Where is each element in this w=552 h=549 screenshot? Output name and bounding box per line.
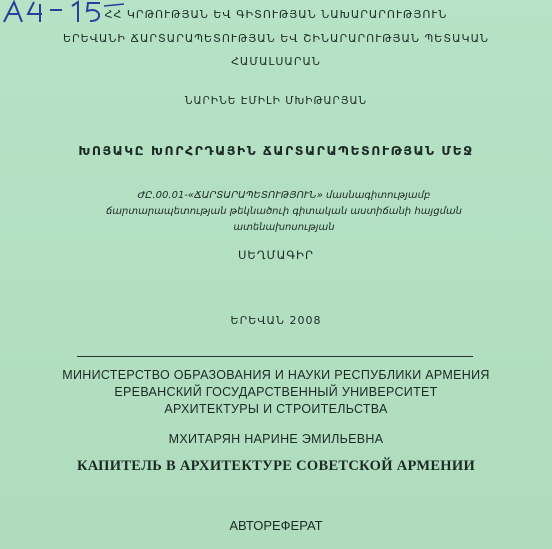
ru-author: МХИТАРЯН НАРИНЕ ЭМИЛЬЕВНА bbox=[168, 432, 384, 446]
section-divider bbox=[77, 356, 473, 357]
arm-spec-line3: ատենախոսության bbox=[233, 222, 335, 233]
arm-city-year: ԵՐԵՎԱՆ 2008 bbox=[230, 314, 322, 327]
ru-ministry-line3: АРХИТЕКТУРЫ И СТРОИТЕЛЬСТВА bbox=[164, 402, 388, 416]
ru-abstract: АВТОРЕФЕРАТ bbox=[229, 518, 323, 533]
arm-spec-line1: ԺԸ.00.01-«ՃԱՐՏԱՐԱՊԵՏՈՒԹՅՈՒՆ» մասնագիտությամբ bbox=[137, 190, 431, 201]
ru-ministry-line1: МИНИСТЕРСТВО ОБРАЗОВАНИЯ И НАУКИ РЕСПУБЛИКИ АРМЕНИЯ bbox=[62, 368, 490, 382]
arm-spec-line2: ճարտարապետության թեկնածուի գիտական աստիճանի հայցման bbox=[105, 206, 463, 217]
arm-title: ԽՈՅԱԿԸ ԽՈՐՀՐԴԱՅԻՆ ՃԱՐՏԱՐԱՊԵՏՈՒԹՅԱՆ ՄԵՋ bbox=[78, 143, 474, 158]
ru-title: КАПИТЕЛЬ В АРХИТЕКТУРЕ СОВЕТСКОЙ АРМЕНИИ bbox=[76, 458, 476, 474]
ru-ministry-line2: ЕРЕВАНСКИЙ ГОСУДАРСТВЕННЫЙ УНИВЕРСИТЕТ bbox=[114, 385, 438, 399]
arm-ministry-line1: ՀՀ ԿՐԹՈՒԹՅԱՆ ԵՎ ԳԻՏՈՒԹՅԱՆ ՆԱԽԱՐԱՐՈՒԹՅՈՒՆ bbox=[104, 8, 448, 21]
arm-ministry-line2: ԵՐԵՎԱՆԻ ՃԱՐՏԱՐԱՊԵՏՈՒԹՅԱՆ ԵՎ ՇԻՆԱՐԱՐՈՒԹՅԱՆ ՊԵՏԱԿԱՆ bbox=[62, 32, 490, 45]
arm-ministry-line3: ՀԱՄԱԼՍԱՐԱՆ bbox=[231, 55, 321, 68]
arm-author: ՆԱՐԻՆԵ ԷՄԻԼԻ ՄԽԻԹԱՐՅԱՆ bbox=[184, 95, 368, 107]
arm-abstract: ՍԵՂՄԱԳԻՐ bbox=[237, 248, 314, 262]
